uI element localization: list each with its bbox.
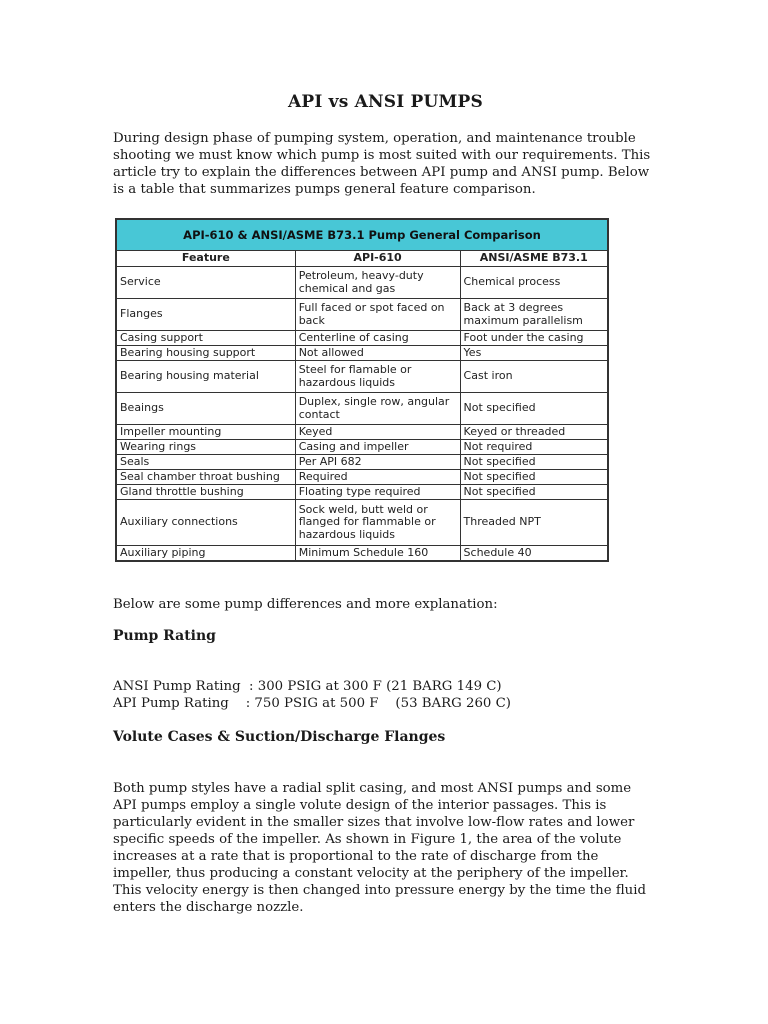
table-row — [116, 470, 608, 485]
cell-ansi-b73: Keyed or threaded — [460, 425, 608, 440]
ratings-block — [113, 678, 511, 712]
cell-ansi-b73: Not specified — [460, 393, 608, 425]
cell-feature: Auxiliary piping — [116, 546, 295, 561]
table-row — [116, 485, 608, 500]
table-row — [116, 331, 608, 346]
after-table-text: Below are some pump differences and more explanation: — [113, 597, 498, 612]
table-row — [116, 299, 608, 331]
cell-feature: Impeller mounting — [116, 425, 295, 440]
cell-api-610: Sock weld, butt weld or flanged for flammable or hazardous liquids — [295, 500, 460, 546]
cell-ansi-b73: Foot under the casing — [460, 331, 608, 346]
volute-paragraph: Both pump styles have a radial split casing, and most ANSI pumps and some API pumps employ a single volute design of the interior passages. This is particularly evident in the smaller sizes that involve low-flow rates and lower specific speeds of the impeller. As shown in Figure 1, the area of the volute increases at a rate that is proportional to the rate of discharge from the impeller, thus producing a constant velocity at the periphery of the impeller. This velocity energy is then changed into pressure energy by the time the fluid enters the discharge nozzle. — [113, 781, 647, 915]
intro-paragraph: During design phase of pumping system, operation, and maintenance trouble shooting we must know which pump is most suited with our requirements. This article try to explain the differences between API pump and ANSI pump. Below is a table that summarizes pumps general feature comparison. — [113, 131, 651, 197]
cell-ansi-b73: Cast iron — [460, 361, 608, 393]
cell-feature: Bearing housing support — [116, 346, 295, 361]
comparison-table — [115, 218, 609, 562]
cell-ansi-b73: Not required — [460, 440, 608, 455]
cell-feature: Wearing rings — [116, 440, 295, 455]
cell-feature: Gland throttle bushing — [116, 485, 295, 500]
cell-api-610: Centerline of casing — [295, 331, 460, 346]
volute-heading: Volute Cases & Suction/Discharge Flanges — [113, 729, 446, 745]
cell-api-610: Keyed — [295, 425, 460, 440]
cell-api-610: Floating type required — [295, 485, 460, 500]
cell-api-610: Required — [295, 470, 460, 485]
cell-api-610: Minimum Schedule 160 — [295, 546, 460, 561]
table-row — [116, 455, 608, 470]
cell-feature: Bearing housing material — [116, 361, 295, 393]
table-row — [116, 425, 608, 440]
cell-api-610: Not allowed — [295, 346, 460, 361]
cell-feature: Flanges — [116, 299, 295, 331]
cell-api-610: Casing and impeller — [295, 440, 460, 455]
cell-api-610: Steel for flamable or hazardous liquids — [295, 361, 460, 393]
cell-feature: Service — [116, 267, 295, 299]
table-header-row — [116, 251, 608, 267]
table-caption: API-610 & ANSI/ASME B73.1 Pump General Comparison — [116, 219, 608, 251]
cell-ansi-b73: Yes — [460, 346, 608, 361]
cell-ansi-b73: Back at 3 degrees maximum parallelism — [460, 299, 608, 331]
column-header-feature: Feature — [116, 251, 295, 267]
cell-ansi-b73: Schedule 40 — [460, 546, 608, 561]
comparison-table-wrapper — [115, 218, 609, 562]
table-row — [116, 393, 608, 425]
cell-api-610: Full faced or spot faced on back — [295, 299, 460, 331]
table-row — [116, 500, 608, 546]
cell-ansi-b73: Not specified — [460, 470, 608, 485]
cell-feature: Auxiliary connections — [116, 500, 295, 546]
column-header-ansi: ANSI/ASME B73.1 — [460, 251, 608, 267]
cell-feature: Casing support — [116, 331, 295, 346]
cell-api-610: Duplex, single row, angular contact — [295, 393, 460, 425]
cell-api-610: Petroleum, heavy-duty chemical and gas — [295, 267, 460, 299]
cell-ansi-b73: Not specified — [460, 455, 608, 470]
cell-ansi-b73: Chemical process — [460, 267, 608, 299]
table-row — [116, 346, 608, 361]
cell-ansi-b73: Not specified — [460, 485, 608, 500]
table-row — [116, 361, 608, 393]
table-body — [116, 267, 608, 561]
api-rating-line: API Pump Rating : 750 PSIG at 500 F (53 BARG 260 C) — [113, 696, 511, 711]
cell-feature: Beaings — [116, 393, 295, 425]
ansi-rating-line: ANSI Pump Rating : 300 PSIG at 300 F (21 BARG 149 C) — [113, 679, 502, 694]
cell-feature: Seal chamber throat bushing — [116, 470, 295, 485]
column-header-api: API-610 — [295, 251, 460, 267]
cell-api-610: Per API 682 — [295, 455, 460, 470]
cell-ansi-b73: Threaded NPT — [460, 500, 608, 546]
cell-feature: Seals — [116, 455, 295, 470]
table-row — [116, 546, 608, 561]
pump-rating-heading: Pump Rating — [113, 628, 216, 644]
table-row — [116, 267, 608, 299]
page-title: API vs ANSI PUMPS — [288, 92, 483, 112]
table-row — [116, 440, 608, 455]
